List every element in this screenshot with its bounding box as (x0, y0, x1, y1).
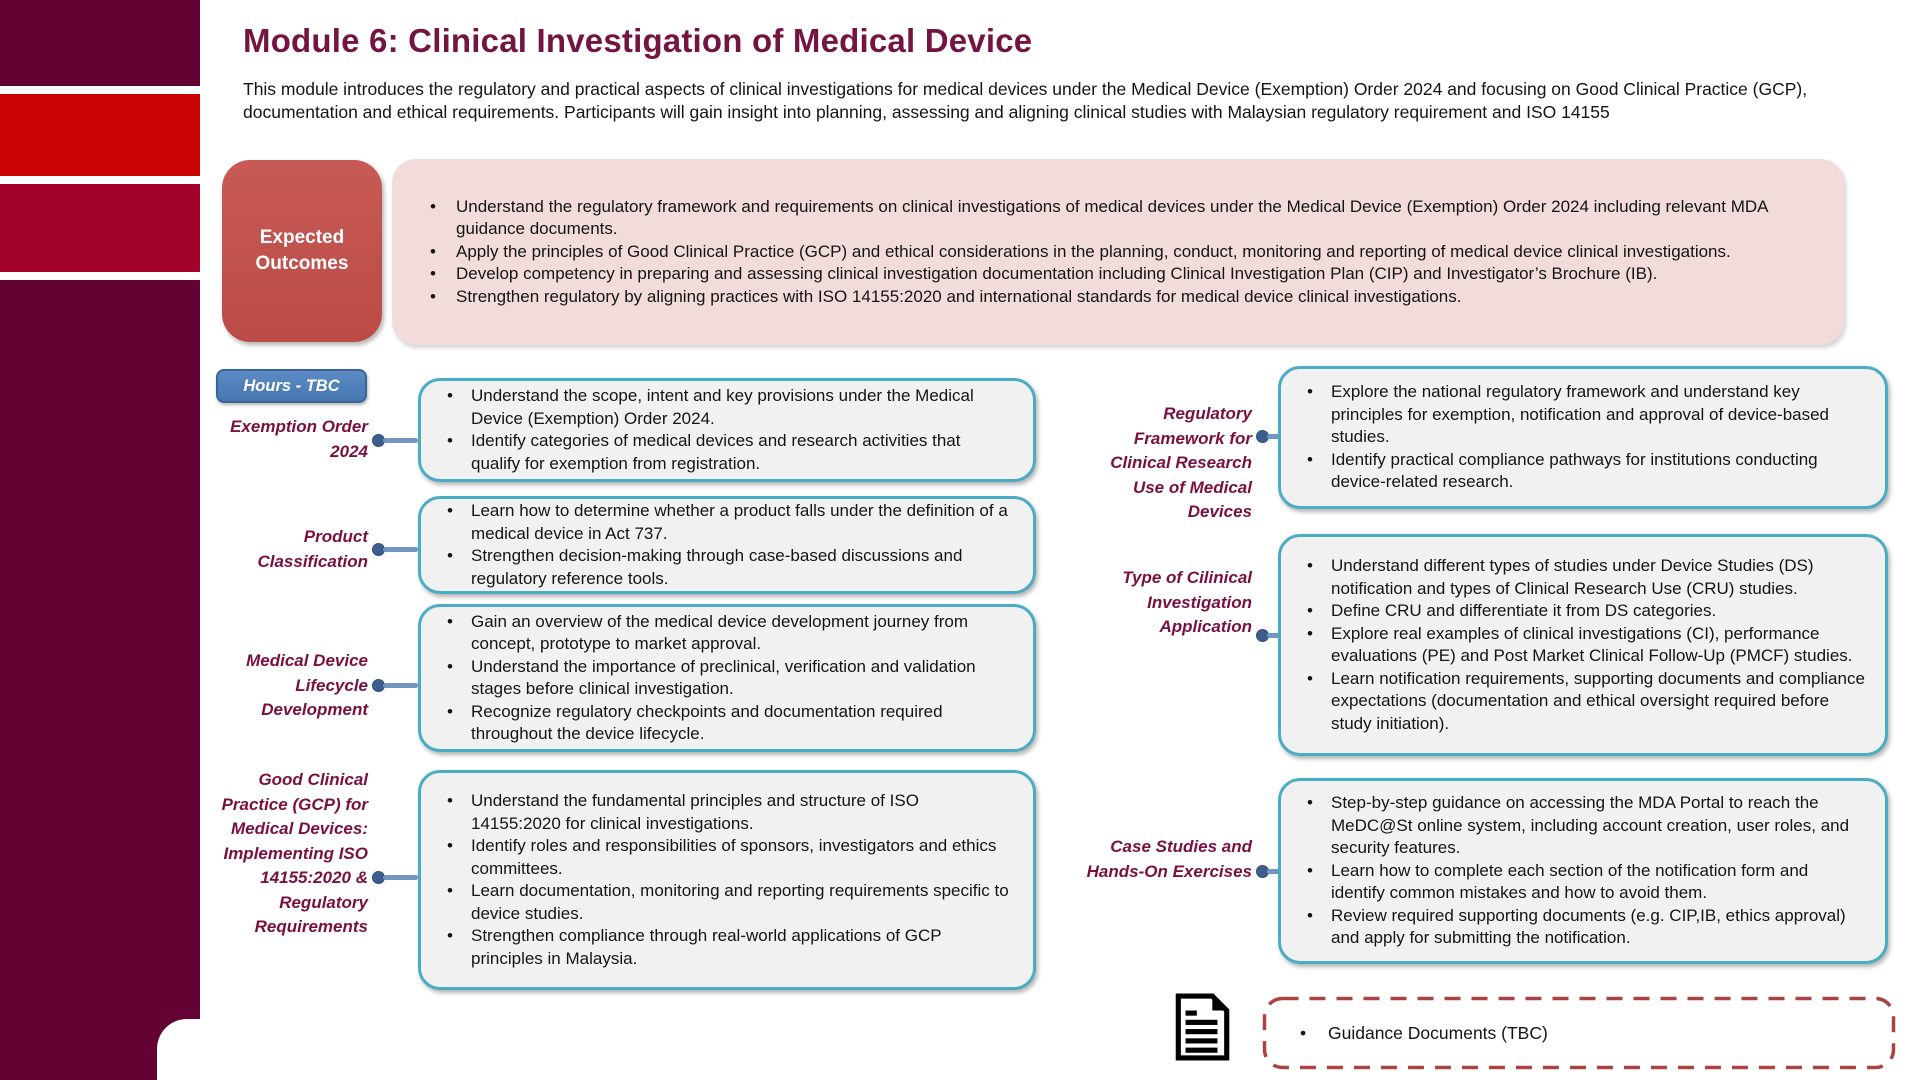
bullet-item: • Understand the regulatory framework and requirements on clinical investigations of medical devices under the Medical Device (Exemption) Order 2024 including relevant MDA guidance documents. (416, 196, 1808, 241)
bullet-item: • Understand the scope, intent and key provisions under the Medical Device (Exemption) Order 2024. (437, 385, 1013, 430)
connector (372, 542, 418, 556)
box-product-classification (418, 496, 1036, 594)
label-gcp: Good Clinical Practice (GCP) for Medical Devices: Implementing ISO 14155:2020 & Regulatory Requirements (221, 770, 368, 936)
connector-line (383, 438, 418, 443)
sidebar-band-maroon-top (0, 0, 200, 86)
page-title: Module 6: Clinical Investigation of Medical Device (243, 22, 1033, 59)
box-device-lifecycle (418, 604, 1036, 752)
bullet-list (1262, 1023, 1548, 1044)
bullet-list (437, 385, 1013, 475)
label-product-classification: Product Classification (257, 527, 368, 571)
bullet-item: • Gain an overview of the medical device development journey from concept, prototype to market approval. (437, 611, 1013, 656)
module-description: This module introduces the regulatory and practical aspects of clinical investigations for medical devices under the Medical Device (Exemption) Order 2024 and focusing on Good Clinical Practice (GCP), documentation and ethical requirements. Participants will gain insight into planning, assessing and aligning clinical studies with Malaysian regulatory requirement and ISO 14155 (243, 79, 1808, 122)
bullet-item: • Strengthen compliance through real-world applications of GCP principles in Malaysia. (437, 925, 1013, 970)
bullet-item: • Strengthen regulatory by aligning practices with ISO 14155:2020 and international standards for medical device clinical investigations. (416, 286, 1808, 309)
connector (372, 870, 418, 884)
bullet-item: • Learn how to determine whether a product falls under the definition of a medical device in Act 737. (437, 500, 1013, 545)
bullet-item: • Understand different types of studies under Device Studies (DS) notification and types of Clinical Research Use (CRU) studies. (1297, 555, 1865, 600)
bullet-item: • Define CRU and differentiate it from DS categories. (1297, 600, 1865, 623)
box-exemption-order (418, 378, 1036, 482)
bullet-list (1297, 555, 1865, 735)
expected-outcomes-label: Expected Outcomes (255, 227, 349, 274)
sidebar-band-maroon-main (0, 280, 200, 1080)
bullet-item: • Understand the fundamental principles and structure of ISO 14155:2020 for clinical investigations. (437, 790, 1013, 835)
label-type-of-investigation: Type of Cilinical Investigation Application (1122, 568, 1252, 636)
bullet-item: • Recognize regulatory checkpoints and documentation required throughout the device lifecycle. (437, 701, 1013, 746)
hours-badge (216, 369, 367, 403)
bullet-item: • Identify practical compliance pathways for institutions conducting device-related research. (1297, 449, 1865, 494)
sidebar-band-crimson (0, 184, 200, 272)
expected-outcomes-label-box (222, 160, 382, 342)
bullet-list (1297, 381, 1865, 494)
bullet-item: • Apply the principles of Good Clinical Practice (GCP) and ethical considerations in the planning, conduct, monitoring and reporting of medical device clinical investigations. (416, 241, 1808, 264)
bullet-item: • Identify roles and responsibilities of sponsors, investigators and ethics committees. (437, 835, 1013, 880)
bullet-item: • Learn how to complete each section of the notification form and identify common mistakes and how to avoid them. (1297, 860, 1865, 905)
guidance-documents-box (1262, 996, 1896, 1070)
connector-line (383, 683, 418, 688)
document-icon (1172, 993, 1232, 1066)
connector (372, 678, 418, 692)
bullet-list (437, 500, 1013, 590)
connector-line (383, 547, 418, 552)
label-device-lifecycle: Medical Device Lifecycle Development (246, 651, 368, 719)
bullet-list (437, 611, 1013, 746)
label-case-studies: Case Studies and Hands-On Exercises (1086, 837, 1252, 881)
bullet-item: • Develop competency in preparing and assessing clinical investigation documentation including Clinical Investigation Plan (CIP) and Investigator’s Brochure (IB). (416, 263, 1808, 286)
box-regulatory-framework (1278, 366, 1888, 509)
box-gcp (418, 770, 1036, 990)
connector-line (383, 875, 418, 880)
expected-outcomes-list (416, 196, 1808, 309)
box-type-of-investigation (1278, 534, 1888, 756)
bullet-item: • Identify categories of medical devices and research activities that qualify for exemption from registration. (437, 430, 1013, 475)
bullet-item: • Step-by-step guidance on accessing the MDA Portal to reach the MeDC@St online system, including account creation, user roles, and security features. (1297, 792, 1865, 860)
label-exemption-order: Exemption Order 2024 (230, 417, 368, 461)
hours-badge-label: Hours - TBC (243, 376, 340, 395)
box-case-studies (1278, 778, 1888, 964)
bullet-item: • Strengthen decision-making through case-based discussions and regulatory reference tools. (437, 545, 1013, 590)
expected-outcomes-panel (392, 159, 1844, 345)
bullet-item: • Learn documentation, monitoring and reporting requirements specific to device studies. (437, 880, 1013, 925)
bullet-item: • Understand the importance of preclinical, verification and validation stages before clinical investigation. (437, 656, 1013, 701)
connector (372, 433, 418, 447)
bullet-list (1297, 792, 1865, 950)
bullet-list (437, 790, 1013, 970)
bullet-item: • Explore real examples of clinical investigations (CI), performance evaluations (PE) and Post Market Clinical Follow-Up (PMCF) studies. (1297, 623, 1865, 668)
bullet-item: • Explore the national regulatory framework and understand key principles for exemption, notification and approval of device-based studies. (1297, 381, 1865, 449)
label-regulatory-framework: Regulatory Framework for Clinical Research Use of Medical Devices (1110, 404, 1252, 521)
bullet-item: • Guidance Documents (TBC) (1262, 1023, 1548, 1044)
bullet-item: • Learn notification requirements, supporting documents and compliance expectations (documentation and ethical oversight required before study initiation). (1297, 668, 1865, 736)
sidebar-band-red (0, 94, 200, 176)
bullet-item: • Review required supporting documents (e.g. CIP,IB, ethics approval) and apply for submitting the notification. (1297, 905, 1865, 950)
guidance-content (1262, 996, 1896, 1070)
